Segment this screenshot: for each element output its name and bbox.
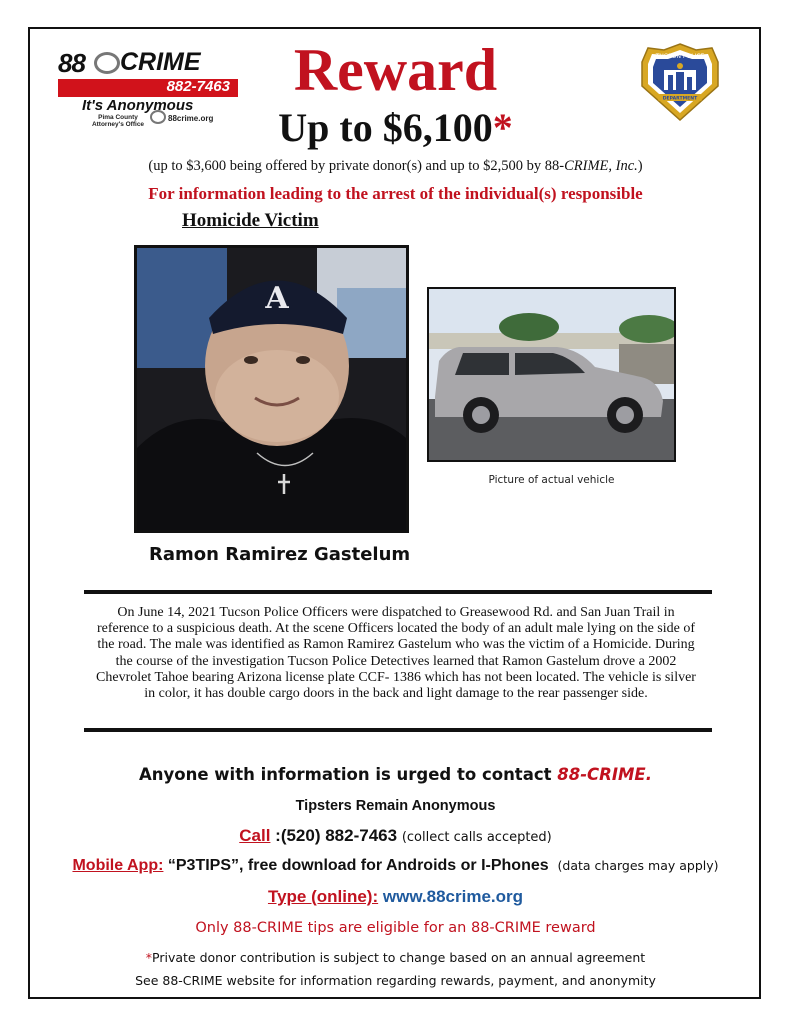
online-line xyxy=(0,887,791,907)
mobile-app-text: “P3TIPS”, free download for Androids or I-Phones xyxy=(163,857,549,874)
mobile-app-note: (data charges may apply) xyxy=(557,858,719,873)
reward-title: Reward xyxy=(293,37,498,103)
website-note: See 88-CRIME website for information regarding rewards, payment, and anonymity xyxy=(135,973,656,988)
logo-website: 88crime.org xyxy=(168,114,214,123)
divider-top xyxy=(84,590,712,594)
donor-note xyxy=(0,950,791,965)
logo-phone: 882-7463 xyxy=(166,78,230,95)
divider-bottom xyxy=(84,728,712,732)
eligibility-note: Only 88-CRIME tips are eligible for an 88-CRIME reward xyxy=(195,920,596,936)
svg-text:A: A xyxy=(265,281,289,316)
call-label: Call xyxy=(239,826,271,845)
badge-top-text: TUCSON POLICE xyxy=(655,53,705,60)
logo-name: CRIME xyxy=(120,48,201,76)
call-separator: : xyxy=(270,826,281,845)
contact-urge xyxy=(0,765,791,784)
breakdown-suffix: ) xyxy=(637,158,643,174)
online-url-link[interactable]: www.88crime.org xyxy=(382,887,524,906)
breakdown-org: CRIME, Inc. xyxy=(564,158,638,174)
tipsters-anonymous: Tipsters Remain Anonymous xyxy=(295,798,496,814)
call-number[interactable]: (520) 882-7463 xyxy=(280,826,398,845)
logo-office: Pima County Attorney's Office xyxy=(91,114,145,128)
donor-note-text: Private donor contribution is subject to change based on an annual agreement xyxy=(152,950,646,965)
vehicle-caption: Picture of actual vehicle xyxy=(488,474,615,486)
logo-tagline: It's Anonymous xyxy=(82,97,194,114)
victim-photo xyxy=(134,245,409,533)
case-narrative: On June 14, 2021 Tucson Police Officers were dispatched to Greasewood Rd. and San Juan Trail in reference to a suspicious death. At the scene Officers located the body of an adult male lying on the side of the road. The male was identified as Ramon Ramirez Gastelum who was the victim of a Homicide. During the course of the investigation Tucson Police Detectives learned that Ramon Gastelum drove a 2002 Chevrolet Tahoe bearing Arizona license plate CCF- 1386 which has not been located. The vehicle is silver in color, it has double cargo doors in the back and light damage to the rear passenger side. xyxy=(96,605,696,702)
mobile-app-label: Mobile App: xyxy=(72,857,164,874)
call-line xyxy=(0,826,791,846)
reward-asterisk: * xyxy=(492,105,513,150)
contact-urge-text: Anyone with information is urged to contact xyxy=(139,765,558,784)
vehicle-photo xyxy=(427,287,676,462)
victim-name: Ramon Ramirez Gastelum xyxy=(149,544,411,565)
reward-amount-text: Up to $6,100 xyxy=(278,105,493,150)
badge-bottom-text: DEPARTMENT xyxy=(662,96,698,102)
online-label: Type (online): xyxy=(267,887,379,906)
victim-heading: Homicide Victim xyxy=(182,210,319,231)
mobile-app-line xyxy=(0,857,791,875)
breakdown-prefix: (up to $3,600 being offered by private donor(s) and up to $2,500 by 88- xyxy=(148,158,565,174)
reward-amount xyxy=(0,104,791,152)
contact-urge-org: 88-CRIME. xyxy=(557,765,652,784)
donor-asterisk: * xyxy=(145,950,153,965)
logo-number: 88 xyxy=(58,48,85,78)
call-note: (collect calls accepted) xyxy=(401,830,552,845)
reward-purpose: For information leading to the arrest of the individual(s) responsible xyxy=(148,184,643,203)
reward-breakdown xyxy=(0,158,791,175)
